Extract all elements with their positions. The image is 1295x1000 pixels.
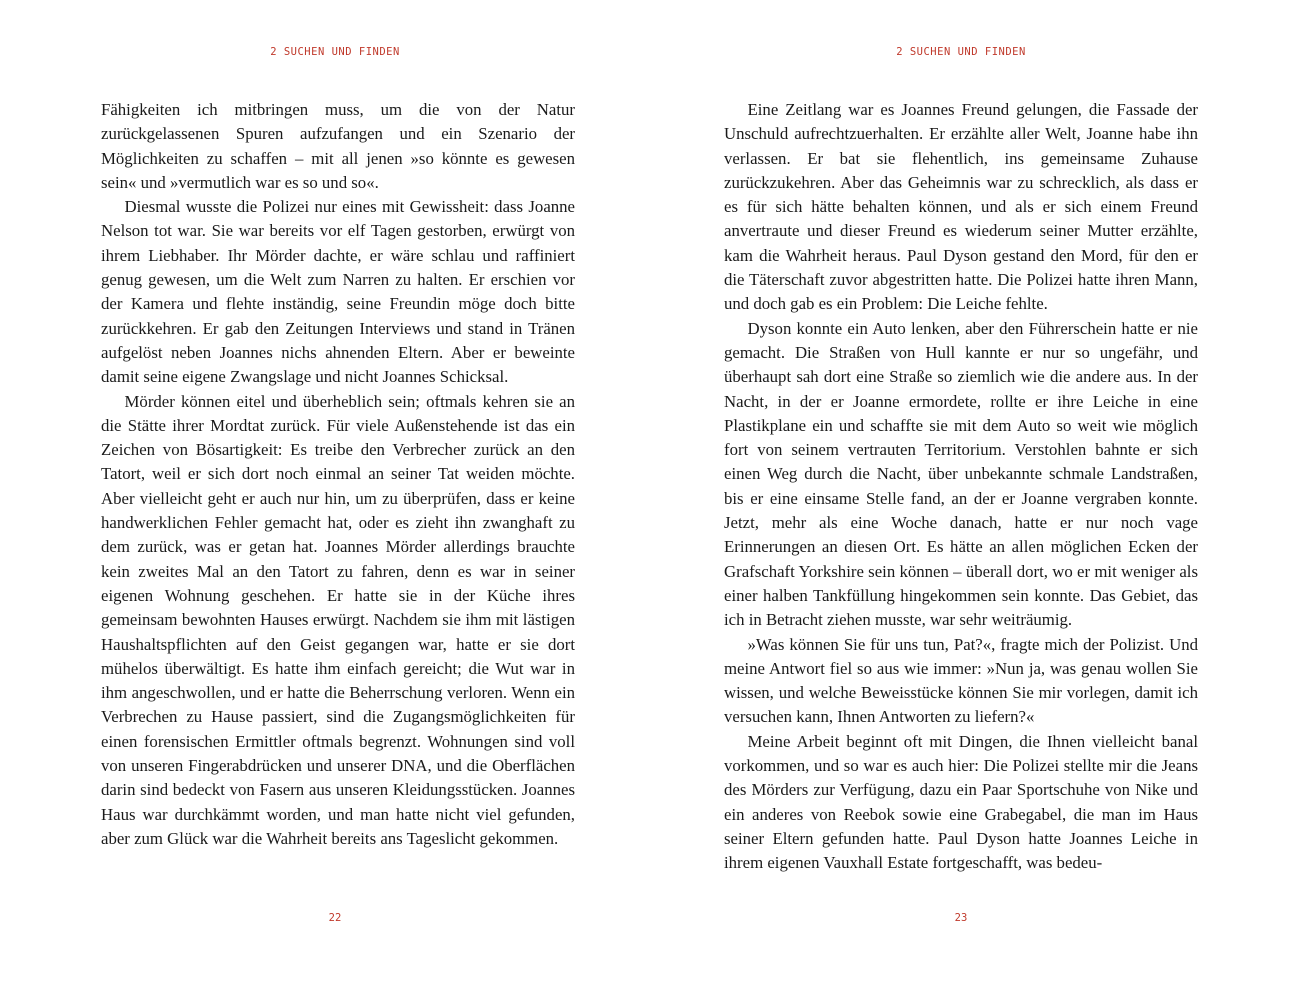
- paragraph: Meine Arbeit beginnt oft mit Dingen, die Ihnen vielleicht banal vorkommen, und so war es auch hier: Die Polizei stellte mir die Jeans des Mörders zur Verfügung, dazu ein Paar Sportschuhe von Nike und ein anderes von Reebok sowie eine Grabegabel, die man im Haus seiner Eltern gefunden hatte. Paul Dyson hatte Joannes Leiche in ihrem eigenen Vauxhall Estate fortgeschafft, was bedeu-: [724, 731, 1198, 873]
- page-number-left: 22: [328, 912, 342, 924]
- paragraph: Mörder können eitel und überheblich sein; oftmals kehren sie an die Stätte ihrer Mordtat zurück. Für viele Außenstehende ist das ein Zeichen von Bösartigkeit: Es treibe den Verbrecher zurück an den Tatort, weil er sich dort noch einmal an seiner Tat weiden möchte. Aber vielleicht geht er auch nur hin, um zu überprüfen, dass er keine handwerklichen Fehler gemacht hat, oder es zieht ihn zwanghaft zu dem zurück, was er getan hat. Joannes Mörder allerdings brauchte kein zweites Mal an den Tatort zu fahren, denn es war in seiner eigenen Wohnung geschehen. Er hatte sie in der Küche ihres gemeinsam bewohnten Hauses erwürgt. Nachdem sie ihm mit lästigen Haushaltspflichten auf den Geist gegangen war, hatte er sie dort mühelos überwältigt. Es hatte ihm einfach gereicht; die Wut war in ihm angeschwollen, und er hatte die Beherrschung verloren. Wenn ein Verbrechen zu Hause passiert, sind die Zugangsmöglichkeiten für einen forensischen Ermittler oftmals begrenzt. Wohnungen sind voll von unseren Fingerabdrücken und unserer DNA, und die Oberflächen darin sind bedeckt von Fasern aus unseren Kleidungsstücken. Joannes Haus war durchkämmt worden, und man hatte nicht viel gefunden, aber zum Glück war die Wahrheit bereits ans Tageslicht gekommen.: [101, 391, 575, 848]
- page-number-right: 23: [954, 912, 968, 924]
- paragraph: Eine Zeitlang war es Joannes Freund gelungen, die Fassade der Unschuld aufrechtzuerhalten. Er erzählte aller Welt, Joanne habe ihn verlassen. Er bat sie flehentlich, ins gemeinsame Zuhause zurückzukehren. Aber das Geheimnis war zu schrecklich, als dass er es für sich hätte behalten können, und als er sich einem Freund anvertraute und dieser Freund es wiederum seiner Mutter erzählte, kam die Wahrheit heraus. Paul Dyson gestand den Mord, für den er die Täterschaft zuvor abgestritten hatte. Die Polizei hatte ihren Mann, und doch gab es ein Problem: Die Leiche fehlte.: [724, 100, 1198, 314]
- paragraph: »Was können Sie für uns tun, Pat?«, fragte mich der Polizist. Und meine Antwort fiel so aus wie immer: »Nun ja, was genau wollen Sie wissen, und welche Beweisstücke können Sie mir vorlegen, damit ich versuchen kann, Ihnen Antworten zu liefern?«: [724, 634, 1198, 727]
- body-text-left: [101, 98, 575, 851]
- paragraph: Diesmal wusste die Polizei nur eines mit Gewissheit: dass Joanne Nelson tot war. Sie war bereits vor elf Tagen gestorben, erwürgt von ihrem Liebhaber. Ihr Mörder dachte, er wäre schlau und raffiniert genug gewesen, um die Welt zum Narren zu halten. Er erschien vor der Kamera und flehte inständig, seine Freundin möge doch bitte zurückkehren. Er gab den Zeitungen Interviews und stand in Tränen aufgelöst neben Joannes nichs ahnenden Eltern. Aber er beweinte damit seine eigene Zwangslage und nicht Joannes Schicksal.: [101, 197, 575, 387]
- body-text-right: [724, 98, 1198, 876]
- running-head-right: 2 SUCHEN UND FINDEN: [896, 46, 1026, 58]
- paragraph: Fähigkeiten ich mitbringen muss, um die von der Natur zurückgelassenen Spuren aufzufangen und ein Szenario der Möglichkeiten zu schaffen – mit all jenen »so könnte es gewesen sein« und »vermutlich war es so und so«.: [101, 100, 575, 192]
- running-head-left: 2 SUCHEN UND FINDEN: [270, 46, 400, 58]
- left-page: [0, 0, 647, 1000]
- paragraph: Dyson konnte ein Auto lenken, aber den Führerschein hatte er nie gemacht. Die Straßen von Hull kannte er nur so ungefähr, und überhaupt sah dort eine Straße so ziemlich wie die andere aus. In der Nacht, in der er Joanne ermordete, rollte er ihre Leiche in eine Plastikplane ein und schaffte sie mit dem Auto so weit wie möglich fort von seinem vertrauten Territorium. Verstohlen bahnte er sich einen Weg durch die Nacht, über unbekannte schmale Landstraßen, bis er eine einsame Stelle fand, an der er Joanne vergraben konnte. Jetzt, mehr als eine Woche danach, hatte er nur noch vage Erinnerungen an diesen Ort. Es hätte an allen möglichen Ecken der Grafschaft Yorkshire sein können – überall dort, wo er mit weniger als einer halben Tankfüllung hingekommen sein konnte. Das Gebiet, das ich in Betracht ziehen musste, war sehr weiträumig.: [724, 318, 1198, 630]
- right-page: [648, 0, 1295, 1000]
